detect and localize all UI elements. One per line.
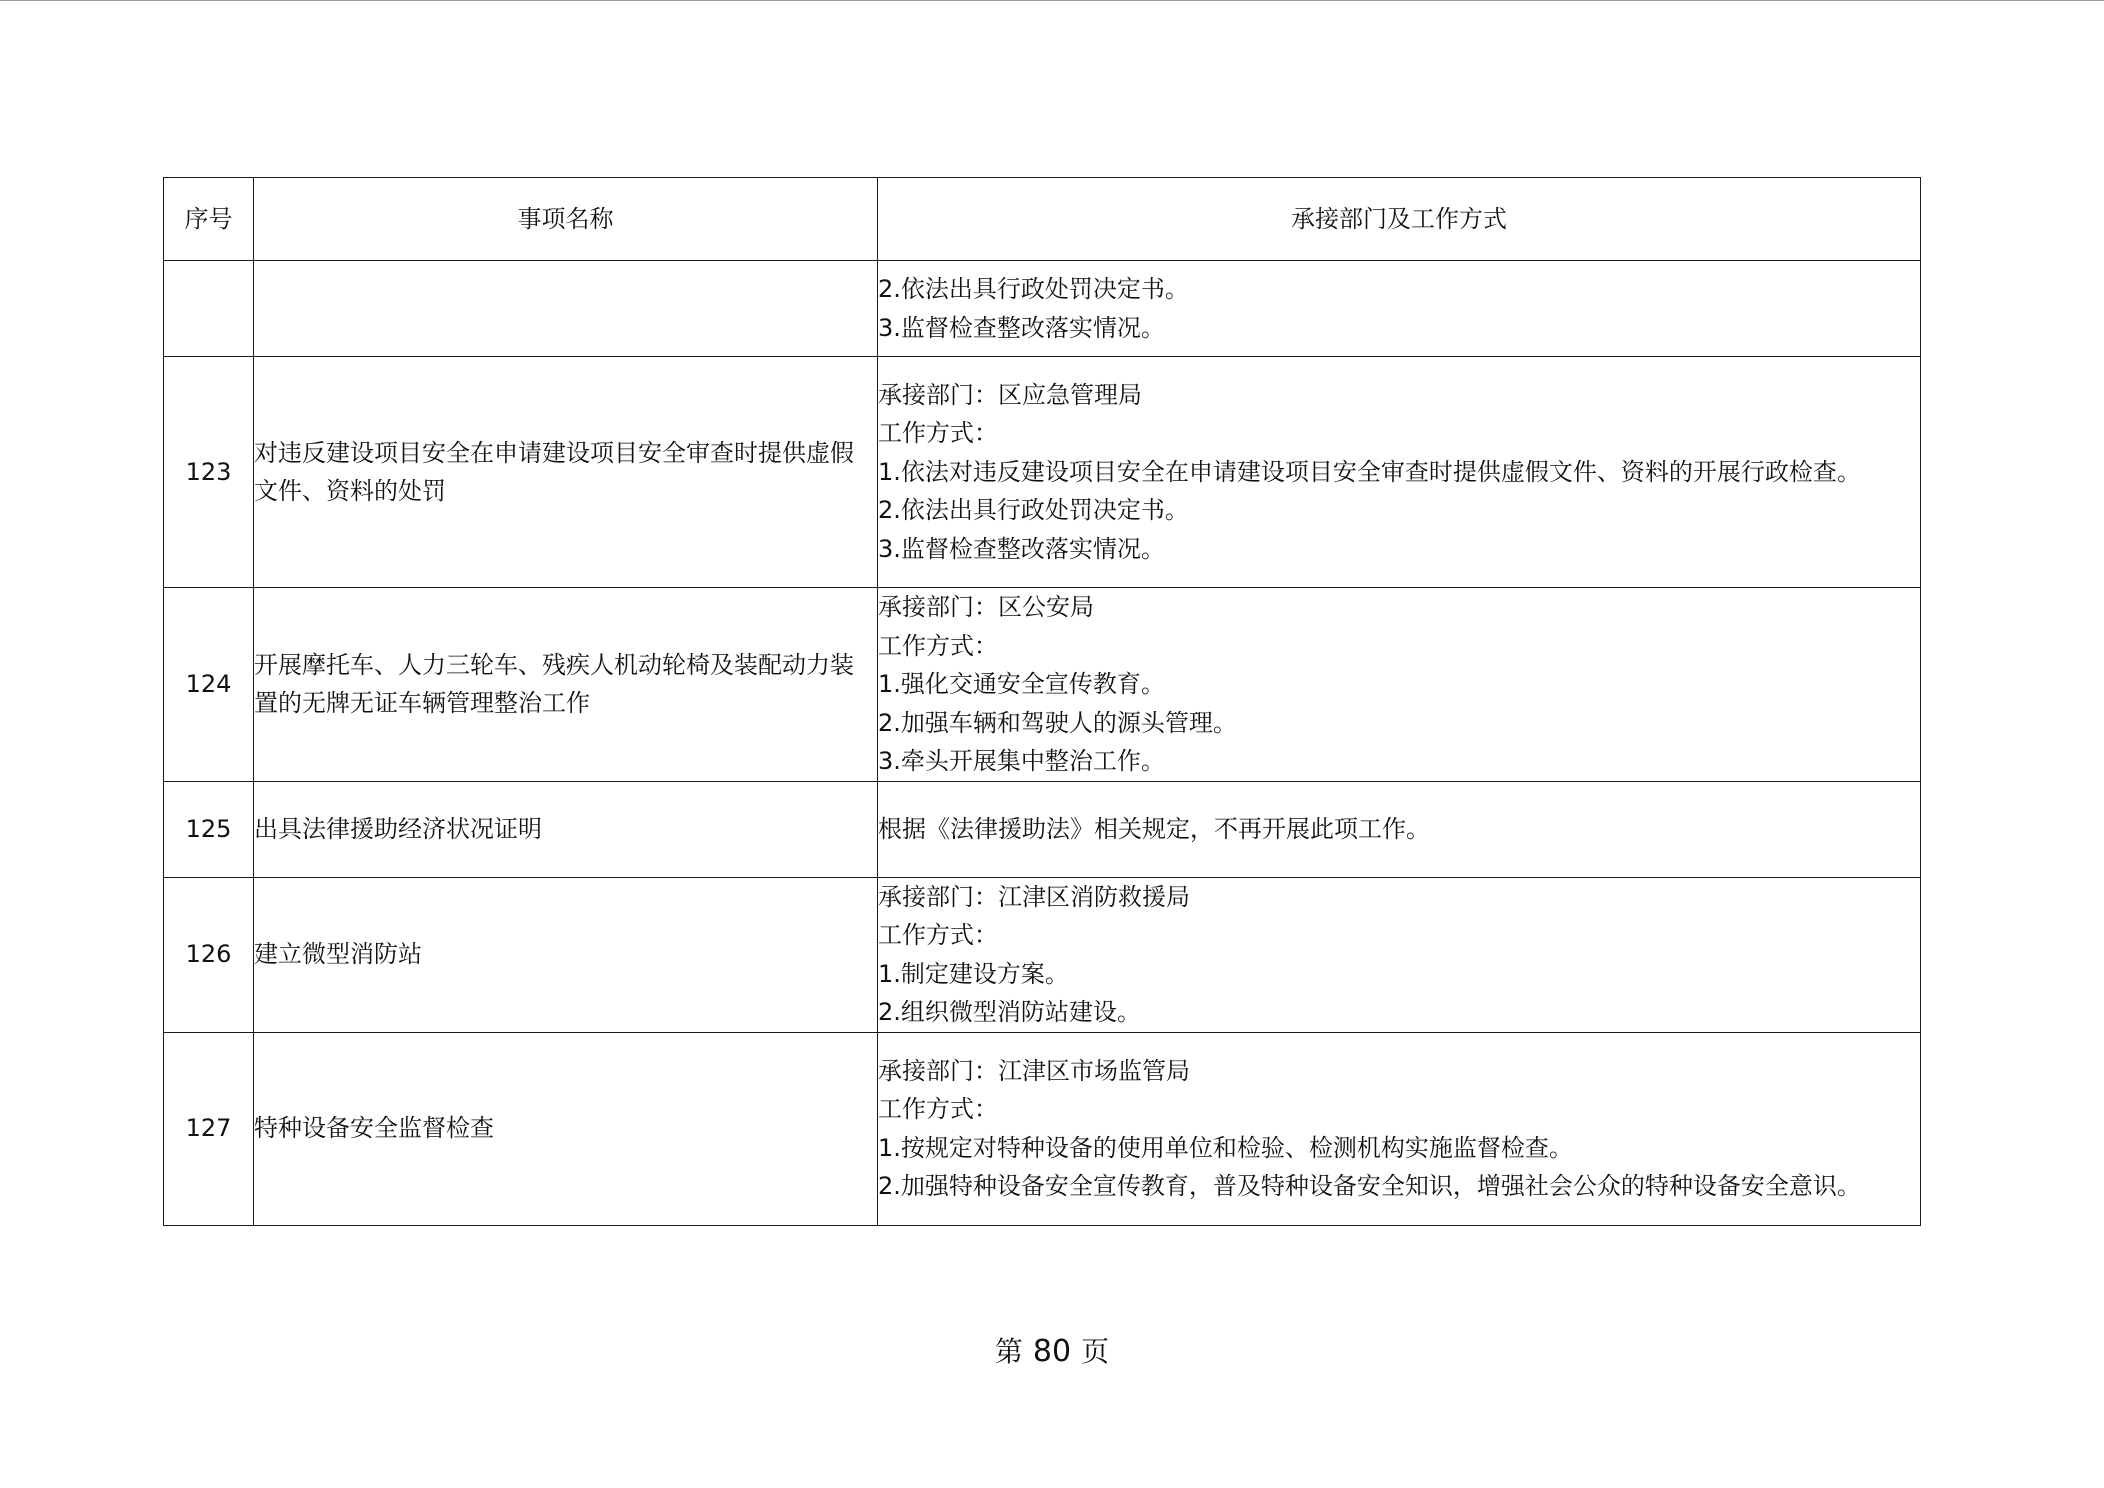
method-line: 工作方式： (878, 419, 998, 448)
row-serial-number: 124 (164, 588, 254, 782)
method-line: 2.依法出具行政处罚决定书。 (878, 496, 1189, 525)
header-item-name: 事项名称 (254, 178, 878, 261)
table-row (164, 1032, 1921, 1225)
method-line: 2.组织微型消防站建设。 (878, 998, 1141, 1026)
row-item-name: 出具法律援助经济状况证明 (254, 781, 878, 877)
method-line: 工作方式： (878, 631, 998, 660)
row-item-name (254, 261, 878, 357)
row-item-name: 特种设备安全监督检查 (254, 1032, 878, 1225)
row-department-method (878, 877, 1921, 1032)
method-line: 根据《法律援助法》相关规定，不再开展此项工作。 (878, 814, 1430, 843)
row-serial-number: 123 (164, 357, 254, 588)
table-row (164, 588, 1921, 782)
table-row (164, 261, 1921, 357)
page-suffix: 页 (1081, 1335, 1110, 1368)
row-department-method (878, 588, 1921, 782)
method-line: 3.监督检查整改落实情况。 (878, 534, 1165, 563)
method-line: 承接部门：区应急管理局 (878, 380, 1142, 409)
table-row (164, 877, 1921, 1032)
method-line: 2.依法出具行政处罚决定书。 (878, 275, 1189, 303)
row-serial-number: 125 (164, 781, 254, 877)
method-line: 1.制定建设方案。 (878, 959, 1069, 988)
header-serial-number: 序号 (164, 178, 254, 261)
method-line: 承接部门：江津区消防救援局 (878, 882, 1190, 911)
method-line: 3.监督检查整改落实情况。 (878, 313, 1165, 342)
method-line: 承接部门：区公安局 (878, 593, 1094, 621)
table-header-row (164, 178, 1921, 261)
row-department-method (878, 357, 1921, 588)
header-department-method: 承接部门及工作方式 (878, 178, 1921, 261)
row-serial-number: 126 (164, 877, 254, 1032)
row-serial-number: 127 (164, 1032, 254, 1225)
method-line: 承接部门：江津区市场监管局 (878, 1056, 1190, 1085)
row-department-method (878, 261, 1921, 357)
method-line: 工作方式： (878, 1095, 998, 1123)
row-item-name: 对违反建设项目安全在申请建设项目安全审查时提供虚假文件、资料的处罚 (254, 357, 878, 588)
method-line: 2.加强特种设备安全宣传教育，普及特种设备安全知识，增强社会公众的特种设备安全意识。 (878, 1172, 1861, 1200)
method-line: 工作方式： (878, 921, 998, 949)
method-line: 2.加强车辆和驾驶人的源头管理。 (878, 708, 1237, 737)
method-line: 1.依法对违反建设项目安全在申请建设项目安全审查时提供虚假文件、资料的开展行政检查。 (878, 457, 1861, 486)
method-line: 1.强化交通安全宣传教育。 (878, 670, 1165, 698)
row-department-method (878, 781, 1921, 877)
row-item-name: 开展摩托车、人力三轮车、残疾人机动轮椅及装配动力装置的无牌无证车辆管理整治工作 (254, 588, 878, 782)
row-item-name: 建立微型消防站 (254, 877, 878, 1032)
method-line: 1.按规定对特种设备的使用单位和检验、检测机构实施监督检查。 (878, 1133, 1573, 1162)
row-department-method (878, 1032, 1921, 1225)
matters-table (163, 177, 1921, 1226)
page-top-border (0, 0, 2104, 1)
page-number: 80 (1032, 1334, 1072, 1369)
page-prefix: 第 (994, 1335, 1023, 1368)
method-line: 3.牵头开展集中整治工作。 (878, 747, 1165, 775)
table-row (164, 781, 1921, 877)
page-number-footer (0, 1333, 2104, 1371)
row-serial-number (164, 261, 254, 357)
table-row (164, 357, 1921, 588)
